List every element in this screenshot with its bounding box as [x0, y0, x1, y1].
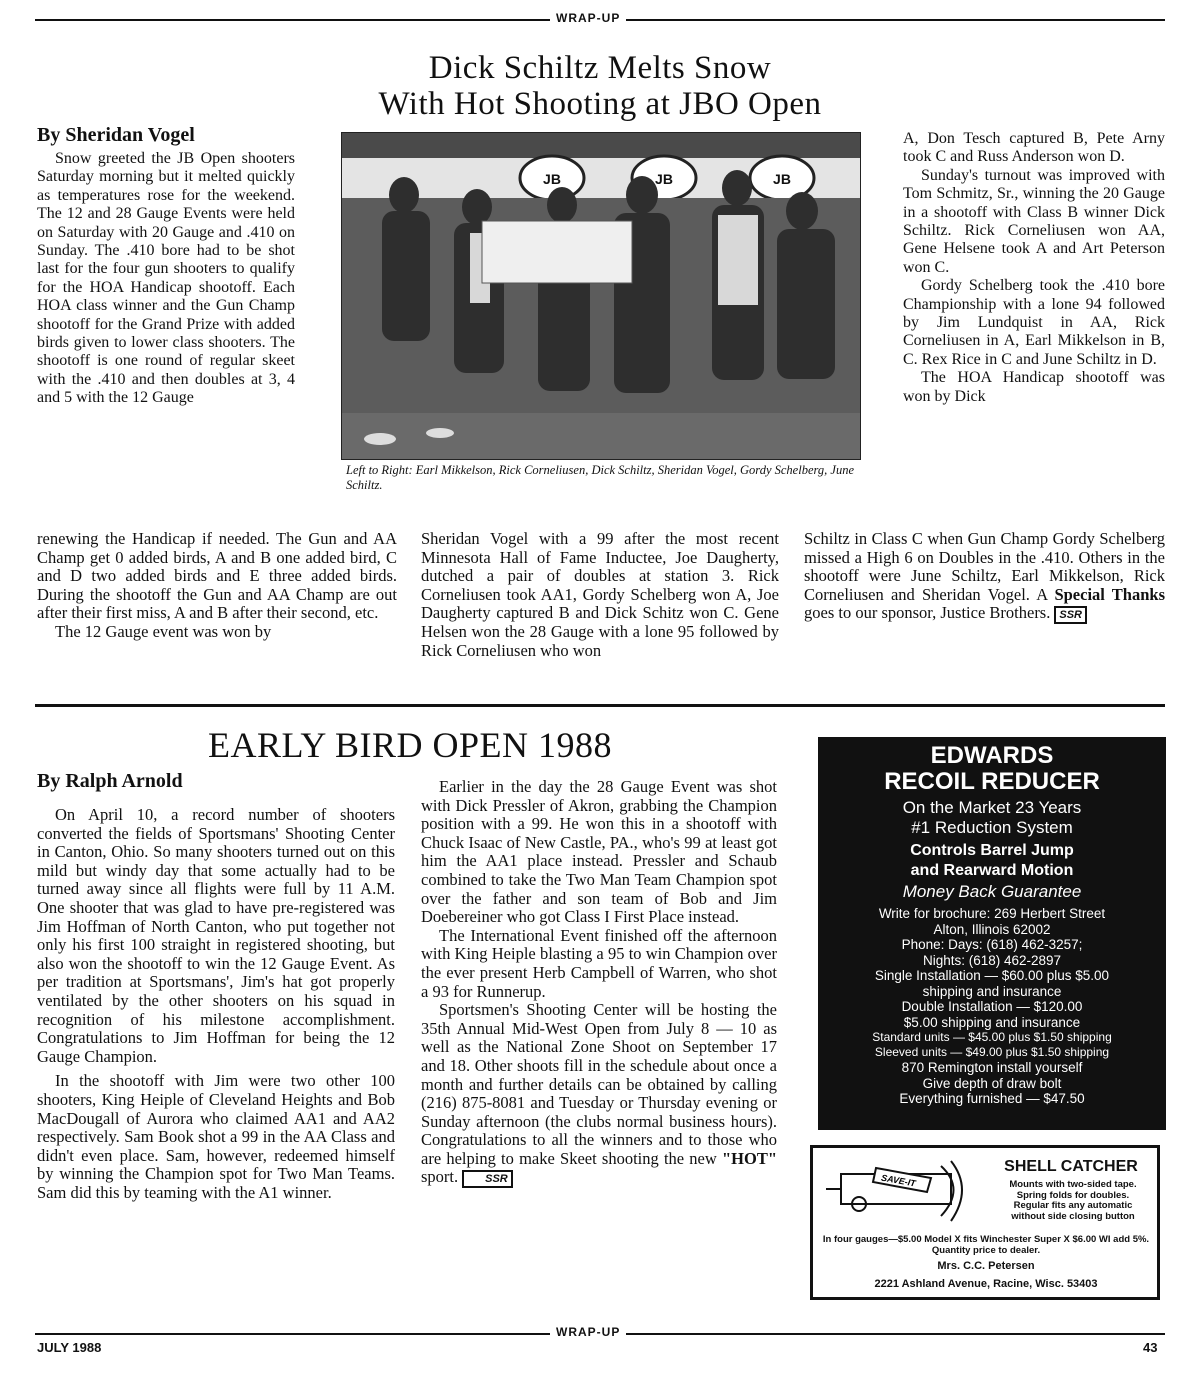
section-divider [35, 704, 1165, 707]
article1-col3-cont-para [804, 530, 1165, 624]
shell-catcher-product-label: SAVE-IT [880, 1172, 917, 1189]
article2-col2-p3-para [421, 1001, 777, 1188]
article1-col2-text: Sheridan Vogel with a 99 after the most recent Minnesota Hall of Fame Inductee, Joe Daugherty, dutched a pair of doubles at station 3. Rick Corneliusen took AA1, Gordy Schelberg won A, Joe Daugherty captured B and Dick Schitz won C. Gene Helsen won the 28 Gauge with a lone 95 followed by Rick Corneliusen who won [421, 529, 779, 660]
group-photo-image [342, 133, 860, 459]
article1-col3-top [903, 130, 1165, 406]
ad-line-2: On the Market 23 Years [902, 798, 1082, 817]
ad-line-10: Nights: (618) 462-2897 [922, 952, 1062, 968]
shell-catcher-name: Mrs. C.C. Petersen [937, 1260, 1035, 1272]
edwards-recoil-ad [818, 737, 1166, 1130]
ad-line-16: Sleeved units — $49.00 plus $1.50 shipping [874, 1045, 1110, 1059]
running-head-top: WRAP-UP [550, 11, 626, 25]
ad-line-18: Give depth of draw bolt [922, 1075, 1062, 1091]
article1-col3-p2: Sunday's turnout was improved with Tom Schmitz, Sr., winning the 20 Gauge in a shootoff with Class B winner Dick Schiltz. Rick Corneliusen won AA, Gene Helsene took A and Art Peterson won C. [903, 166, 1165, 276]
article1-byline: By Sheridan Vogel [37, 124, 195, 146]
shell-catcher-desc: Mounts with two-sided tape. Spring folds for doubles. Regular fits any automatic without side closing button [1009, 1179, 1137, 1222]
article1-photo-caption: Left to Right: Earl Mikkelson, Rick Corneliusen, Dick Schiltz, Sheridan Vogel, Gordy Schelberg, June Schiltz. [346, 463, 854, 492]
running-head-bottom: WRAP-UP [550, 1325, 626, 1339]
ad-line-9: Phone: Days: (618) 462-3257; [901, 937, 1083, 952]
article2-col2 [421, 778, 777, 1188]
article1-col1-bottom [37, 530, 397, 642]
ad-line-17: 870 Remington install yourself [901, 1060, 1083, 1075]
ad-line-13: Double Installation — $120.00 [901, 999, 1083, 1014]
article2-col1-p1: On April 10, a record number of shooters converted the fields of Sportsmans' Shooting Center in Canton, Ohio. So many shooters turned out on this mild but windy day that some actually had to be turned away since all flights were full by 11 A.M. One shooter that was glad to have pre-registered was Jim Hoffman of North Canton, who put together not only his first 100 straight in registered shooting, but also won the shootoff to win the 12 Gauge Event. As per tradition at Sportsmans', Jim's hat got properly ventilated by the other shooters on his squad in recognition of his milestone accomplishment. Congratulations to Jim Hoffman for being the 12 Gauge Champion. [37, 805, 395, 1066]
article1-col3-end: goes to our sponsor, Justice Brothers. [804, 603, 1051, 623]
shell-catcher-title: SHELL CATCHER [1004, 1158, 1138, 1175]
article1-col1-bottom-p2: The 12 Gauge event was won by [55, 621, 272, 641]
svg-text:JB: JB [543, 171, 561, 187]
ad-line-19: Everything furnished — $47.50 [899, 1091, 1085, 1106]
article1-ssr-mark: SSR [1054, 606, 1087, 624]
article1-col1-top-text: Snow greeted the JB Open shooters Saturday morning but it melted quickly as temperatures rose for the weekend. The 12 and 28 Gauge Events were held on Saturday with 20 Gauge and .410 on Sunday. The .410 bore had to be shot last for the four gun shooters to qualify for the HOA Handicap shootoff. Each HOA class winner and the Gun Champ shootoff for the Grand Prize with added birds given to lower class shooters. The shootoff is one round of regular skeet with the .410 and then doubles at 3, 4 and 5 with the 12 Gauge [37, 150, 295, 407]
article1-col3-cont-text: Schiltz in Class C when Gun Champ Gordy Schelberg missed a High 6 on Doubles in the .410. Others in the shootoff were June Schiltz, Earl Mikkelson, Rick Corneliusen and Sheridan Vogel. A [804, 529, 1165, 604]
ad-line-12: shipping and insurance [922, 983, 1062, 999]
article1-photo [341, 132, 861, 460]
article1-col3-p4: The HOA Handicap shootoff was won by Dick [903, 369, 1165, 405]
article2-ssr-mark: SSR [462, 1170, 513, 1188]
article1-col3-p1: A, Don Tesch captured B, Pete Arny took C and Russ Anderson won D. [903, 130, 1165, 166]
footer-date: JULY 1988 [37, 1340, 102, 1355]
article2-headline: EARLY BIRD OPEN 1988 [207, 725, 613, 765]
article2-byline: By Ralph Arnold [37, 770, 183, 792]
article1-headline-line2: With Hot Shooting at JBO Open [378, 86, 822, 122]
article1-col2 [421, 530, 779, 660]
ad-line-6: Money Back Guarantee [902, 882, 1082, 901]
shell-catcher-ad [810, 1145, 1160, 1300]
article1-col1-top [37, 150, 295, 408]
article1-col1-bottom-text: renewing the Handicap if needed. The Gun and AA Champ get 0 added birds, A and B one added bird, C and D two added birds and E three added birds. During the shootoff the Gun and AA Champ are out after their first miss, A and B after their second, etc. [37, 529, 397, 623]
article2-col2-p3: Sportsmen's Shooting Center will be hosting the 35th Annual Mid-West Open from July 8 — 10 as well as the National Zone Shoot on September 17 and 18. Other shoots fill in the schedule about once a month and further details can be obtained by calling (216) 875-8081 and Tuesday or Thursday evening or Sunday afternoon (the clubs normal business hours). Congratulations to all the winners and to those who are helping to make Skeet shooting the new [421, 1000, 777, 1168]
shell-catcher-address: 2221 Ashland Avenue, Racine, Wisc. 53403 [874, 1278, 1098, 1290]
ad-line-4: Controls Barrel Jump [910, 842, 1074, 859]
article2-col2-end: sport. [421, 1167, 459, 1187]
ad-line-7: Write for brochure: 269 Herbert Street [878, 906, 1106, 921]
article1-col3-p3: Gordy Schelberg took the .410 bore Championship with a lone 94 followed by Jim Lundquist in AA, Rick Corneliusen in A, Earl Mikkelson in B, C. Rex Rice in C and June Schiltz in D. [903, 277, 1165, 368]
article2-col1 [37, 806, 395, 1202]
page-number: 43 [1143, 1340, 1158, 1355]
svg-text:JB: JB [773, 171, 791, 187]
article2-col2-p1: Earlier in the day the 28 Gauge Event was shot with Dick Pressler of Akron, grabbing the Champion position with a 99. He won this in a shootoff with Chuck Isaac of New Castle, PA., who's 99 at least got him the AA1 place instead. Pressler and Schaub combined to take the Two Man Team Champion spot over the father and son team of Bob and Jim Doebereiner who got Class I First Place instead. [421, 777, 777, 927]
ad-line-8: Alton, Illinois 62002 [933, 921, 1051, 937]
article1-special-thanks: Special Thanks [1054, 584, 1166, 604]
article1-headline-line1: Dick Schiltz Melts Snow [428, 50, 772, 86]
ad-line-15: Standard units — $45.00 plus $1.50 shipping [872, 1030, 1112, 1044]
shell-catcher-drawing [821, 1156, 976, 1226]
article1-headline [250, 50, 950, 122]
ad-line-3: #1 Reduction System [911, 818, 1073, 837]
ad-line-14: $5.00 shipping and insurance [903, 1014, 1081, 1030]
article2-col1-p2: In the shootoff with Jim were two other 100 shooters, King Heiple of Cleveland Heights and Bob MacDougall of Aurora who claimed AA1 and AA2 respectively. Sam Book shot a 99 in the AA Class and didn't even place. Sam, however, redeemed himself by winning the Champion spot for Two Man Teams. Sam did this by teaming with the A1 winner. [37, 1071, 395, 1202]
ad-line-1: RECOIL REDUCER [884, 768, 1100, 795]
ad-line-0: EDWARDS [930, 742, 1054, 769]
ad-line-11: Single Installation — $60.00 plus $5.00 [874, 968, 1110, 983]
article2-col2-p2: The International Event finished off the afternoon with King Heiple blasting a 95 to win Champion over the ever present Herb Campbell of Warren, who shot a 93 for Runnerup. [421, 925, 777, 1001]
ad-line-5: and Rearward Motion [910, 862, 1074, 879]
article2-hot: "HOT" [722, 1148, 778, 1168]
shell-catcher-price: In four gauges—$5.00 Model X fits Winchester Super X $6.00 WI add 5%. Quantity price to dealer. [822, 1234, 1150, 1256]
article1-col3-cont [804, 530, 1165, 624]
svg-text:JB: JB [655, 171, 673, 187]
